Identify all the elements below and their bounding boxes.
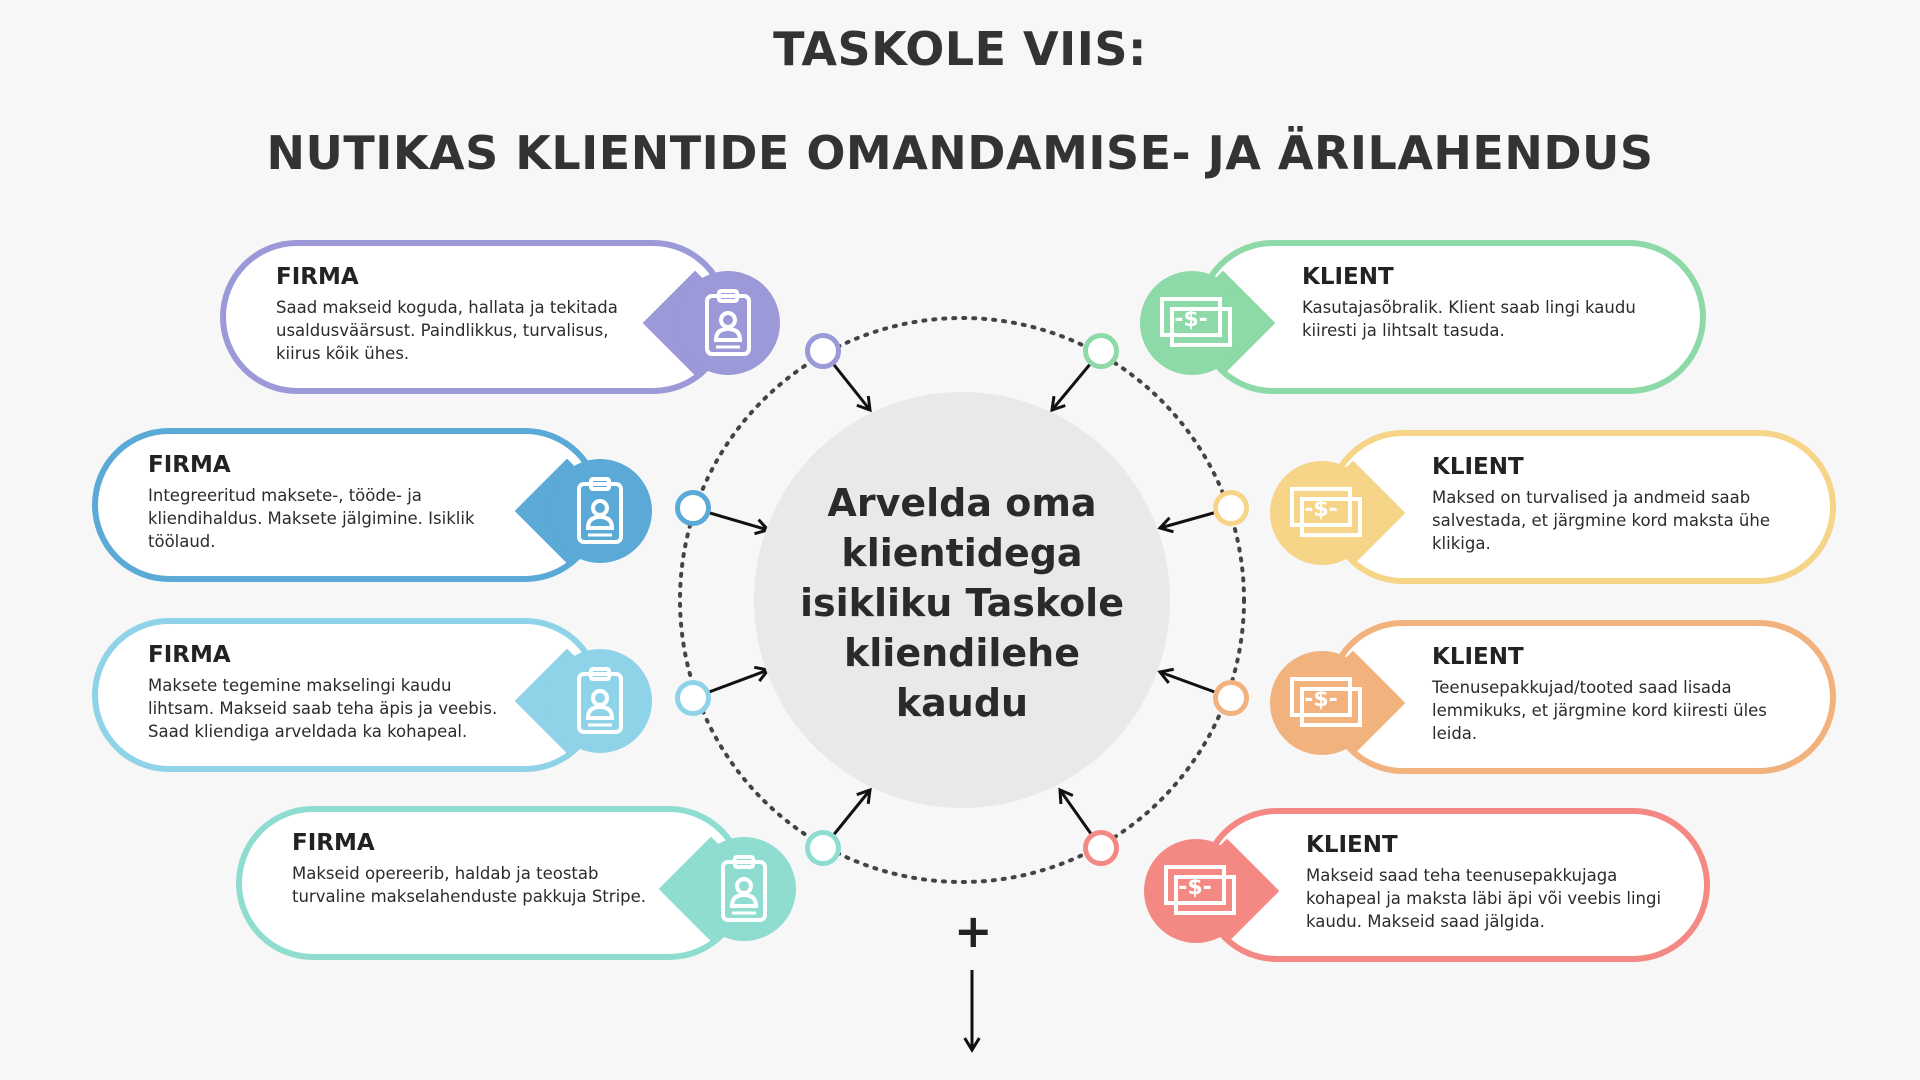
money-bill-icon	[1288, 485, 1364, 541]
id-badge-icon	[719, 854, 769, 924]
money-bill-icon	[1158, 295, 1234, 351]
klient-card-4	[1200, 808, 1710, 962]
id-badge-icon	[703, 288, 753, 358]
ring-node	[675, 490, 711, 526]
ring-node	[805, 830, 841, 866]
klient-card-text: Makseid saad teha teenusepakkujaga kohapeal ja maksta läbi äpi või veebis lingi kaudu. Makseid saad jälgida.	[1306, 866, 1662, 931]
svg-text:-$-: -$-	[1178, 875, 1212, 900]
svg-text:-$-: -$-	[1174, 307, 1208, 332]
klient-badge-1	[1140, 271, 1244, 375]
firma-card-text: Integreeritud maksete-, tööde- ja kliendihaldus. Maksete jälgimine. Isiklik töölaud.	[148, 486, 475, 551]
firma-badge-1	[658, 271, 762, 375]
ring-node	[1083, 333, 1119, 369]
plus-symbol: +	[954, 904, 993, 958]
firma-card-text: Saad makseid koguda, hallata ja tekitada usaldusväärsust. Paindlikkus, turvalisus, kiirus kõik ühes.	[276, 298, 618, 363]
firma-card-heading: FIRMA	[276, 264, 359, 290]
center-text: Arvelda oma klientidega isikliku Taskole kliendilehe kaudu	[800, 481, 1124, 725]
ring-node	[805, 333, 841, 369]
klient-card-2	[1326, 430, 1836, 584]
klient-badge-2	[1270, 461, 1374, 565]
klient-card-heading: KLIENT	[1432, 454, 1524, 480]
klient-card-text: Kasutajasõbralik. Klient saab lingi kaudu kiiresti ja lihtsalt tasuda.	[1302, 298, 1636, 340]
money-bill-icon	[1162, 863, 1238, 919]
klient-card-text: Maksed on turvalised ja andmeid saab salvestada, et järgmine kord maksta ühe klikiga.	[1432, 488, 1771, 553]
money-bill-icon	[1288, 675, 1364, 731]
klient-card-heading: KLIENT	[1432, 644, 1524, 670]
firma-card-heading: FIRMA	[148, 642, 231, 668]
ring-node	[675, 680, 711, 716]
svg-text:-$-: -$-	[1304, 497, 1338, 522]
ring-node	[1213, 680, 1249, 716]
klient-card-1	[1196, 240, 1706, 394]
svg-text:-$-: -$-	[1304, 687, 1338, 712]
firma-card-heading: FIRMA	[292, 830, 375, 856]
klient-card-text: Teenusepakkujad/tooted saad lisada lemmikuks, et järgmine kord kiiresti üles leida.	[1432, 678, 1767, 743]
klient-badge-3	[1270, 651, 1374, 755]
id-badge-icon	[575, 476, 625, 546]
ring-node	[1213, 490, 1249, 526]
id-badge-icon	[575, 666, 625, 736]
firma-badge-4	[674, 837, 778, 941]
firma-badge-2	[530, 459, 634, 563]
title-line-2: NUTIKAS KLIENTIDE OMANDAMISE- JA ÄRILAHENDUS	[266, 126, 1654, 180]
firma-card-text: Makseid opereerib, haldab ja teostab turvaline makselahenduste pakkuja Stripe.	[292, 864, 647, 906]
title-line-1: TASKOLE VIIS:	[773, 22, 1147, 76]
klient-card-heading: KLIENT	[1302, 264, 1394, 290]
firma-card-text: Maksete tegemine makselingi kaudu lihtsam. Makseid saab teha äpis ja veebis. Saad kliendiga arveldada ka kohapeal.	[148, 676, 498, 741]
klient-card-heading: KLIENT	[1306, 832, 1398, 858]
ring-node	[1083, 830, 1119, 866]
firma-card-heading: FIRMA	[148, 452, 231, 478]
firma-badge-3	[530, 649, 634, 753]
klient-badge-4	[1144, 839, 1248, 943]
klient-card-3	[1326, 620, 1836, 774]
